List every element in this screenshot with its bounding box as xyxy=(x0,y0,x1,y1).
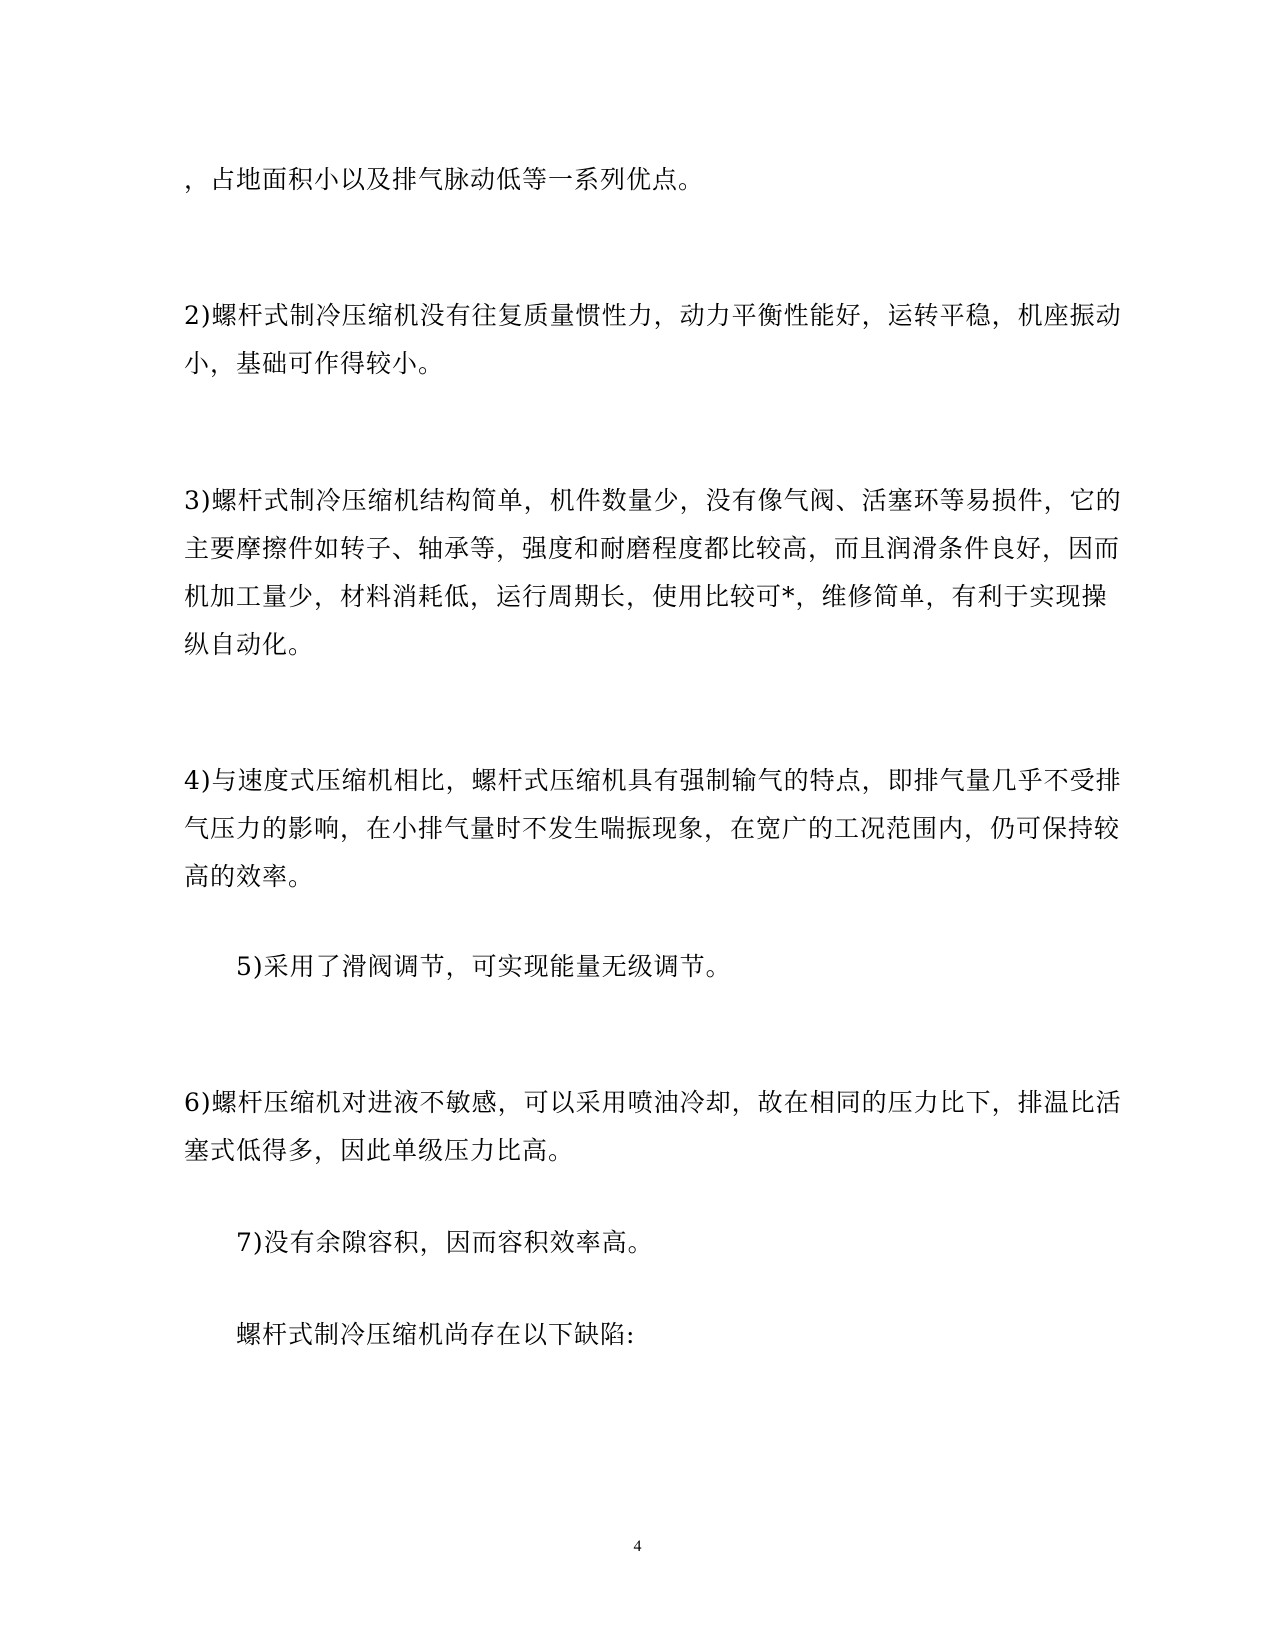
text-line: 气压力的影响，在小排气量时不发生喘振现象，在宽广的工况范围内，仍可保持较 xyxy=(184,814,1121,843)
text-line: 主要摩擦件如转子、轴承等，强度和耐磨程度都比较高，而且润滑条件良好，因而 xyxy=(184,534,1121,563)
paragraph-item-2 xyxy=(184,292,1122,388)
text-line: 7)没有余隙容积，因而容积效率高。 xyxy=(236,1228,654,1257)
paragraph-defects-intro xyxy=(236,1311,1146,1359)
text-line: 小，基础可作得较小。 xyxy=(184,349,445,378)
paragraph-item-7 xyxy=(236,1219,1146,1267)
text-line: 纵自动化。 xyxy=(184,630,315,659)
paragraph-advantages-end xyxy=(184,156,1094,204)
text-line: 高的效率。 xyxy=(184,862,315,891)
text-line: 4)与速度式压缩机相比，螺杆式压缩机具有强制输气的特点，即排气量几乎不受排 xyxy=(184,766,1122,795)
text-line: 6)螺杆压缩机对进液不敏感，可以采用喷油冷却，故在相同的压力比下，排温比活 xyxy=(184,1088,1122,1117)
text-line: 螺杆式制冷压缩机尚存在以下缺陷: xyxy=(236,1320,636,1349)
text-line: 机加工量少，材料消耗低，运行周期长，使用比较可*，维修简单，有利于实现操 xyxy=(184,582,1108,611)
paragraph-item-3 xyxy=(184,477,1122,669)
text-line: 5)采用了滑阀调节，可实现能量无级调节。 xyxy=(236,952,732,981)
page-number: 4 xyxy=(633,1538,642,1555)
paragraph-item-4 xyxy=(184,757,1122,901)
text-line: 塞式低得多，因此单级压力比高。 xyxy=(184,1136,575,1165)
paragraph-item-6 xyxy=(184,1079,1122,1175)
text-line: 2)螺杆式制冷压缩机没有往复质量惯性力，动力平衡性能好，运转平稳，机座振动 xyxy=(184,301,1122,330)
text-line: 3)螺杆式制冷压缩机结构简单，机件数量少，没有像气阀、活塞环等易损件，它的 xyxy=(184,486,1122,515)
text-line: ，占地面积小以及排气脉动低等一系列优点。 xyxy=(184,165,705,194)
paragraph-item-5 xyxy=(236,943,1146,991)
